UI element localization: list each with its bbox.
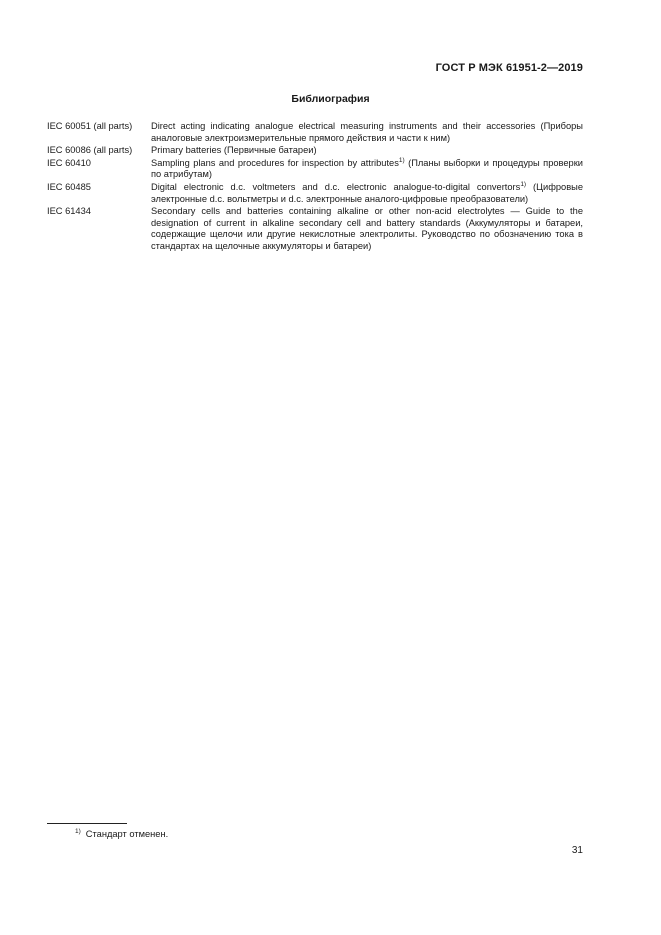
entry-text-after: (Цифровые электронные d.c. вольтметры и d.c. электронные аналого-цифровые преобразователи) [151,181,583,204]
page-title: Библиография [291,93,370,105]
bibliography-entry [47,206,583,252]
bibliography-entry [47,182,583,205]
entry-code: IEC 60051 (all parts) [47,121,133,131]
bibliography-entry [47,158,583,181]
document-header: ГОСТ Р МЭК 61951-2—2019 [435,62,583,74]
entry-description [151,145,583,157]
footnote-mark: 1) [398,156,405,164]
entry-description [151,206,583,252]
bibliography-list [47,121,583,254]
entry-text: Secondary cells and batteries containing alkaline or other non-acid electrolytes — Guide to the designation of current in alkaline secondary cell and battery standards (Аккумуляторы и батареи, содержащие щелочи или другие некислотные электролиты. Руководство по обозначению тока в стандартах на щелочные аккумуляторы и батареи) [151,206,583,251]
entry-text: Sampling plans and procedures for inspection by attributes [151,157,399,168]
entry-code: IEC 60485 [47,181,91,192]
entry-code: IEC 60086 (all parts) [47,145,133,156]
entry-description [151,121,583,144]
bibliography-entry [47,145,583,157]
entry-description [151,158,583,181]
entry-code: IEC 61434 [47,206,91,217]
page-number: 31 [571,845,583,856]
footnote [75,829,168,839]
entry-text: Primary batteries (Первичные батареи) [151,145,317,156]
entry-description [151,182,583,205]
footnote-mark: 1) [520,180,527,188]
entry-text: Direct acting indicating analogue electrical measuring instruments and their accessories (Приборы аналоговые электроизмерительные прямого действия и части к ним) [151,121,583,143]
footnote-divider [47,823,127,824]
entry-text-after: (Планы выборки и процедуры проверки по атрибутам) [151,157,583,180]
footnote-text: Стандарт отменен. [85,829,169,839]
bibliography-entry [47,121,583,144]
entry-text: Digital electronic d.c. voltmeters and d.c. electronic analogue-to-digital convertors [151,181,521,192]
footnote-mark: 1) [75,828,81,835]
entry-code: IEC 60410 [47,157,91,168]
